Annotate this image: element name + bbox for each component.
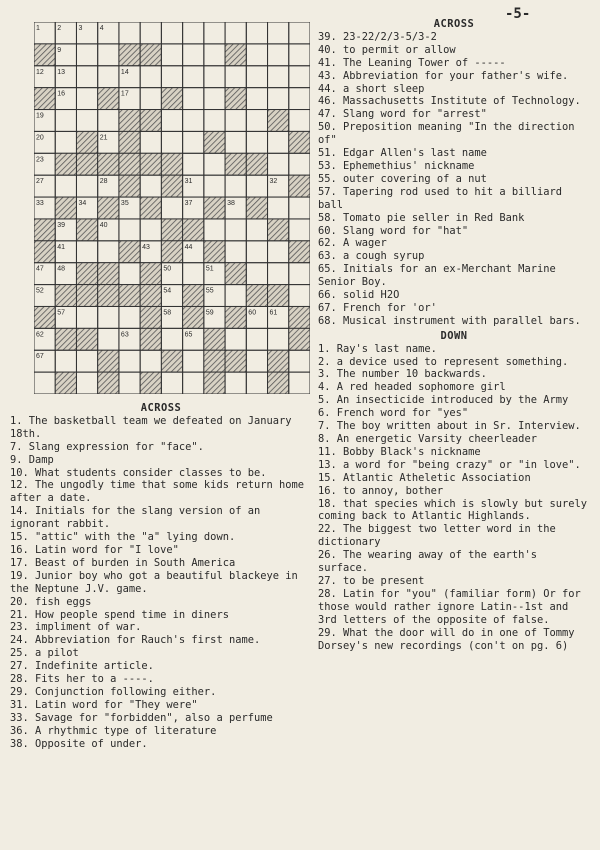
clue-item: 28. Latin for "you" (familiar form) Or for those would rather ignore Latin--1st and 3rd letters of the opposite of false.: [318, 587, 581, 626]
clue-item: 66. solid H2O: [318, 289, 400, 302]
clue-item: 22. The biggest two letter word in the dictionary: [318, 523, 556, 549]
grid-cell: [268, 66, 289, 88]
grid-cell-shaded: [204, 372, 225, 394]
clue-item: 15. Atlantic Atheletic Association: [318, 471, 531, 484]
grid-cell: [140, 66, 161, 88]
grid-cell-shaded: [161, 219, 182, 241]
grid-number: 28: [99, 178, 108, 186]
grid-cell-shaded: [76, 131, 97, 153]
grid-cell-shaded: [268, 110, 289, 132]
grid-cell: [225, 328, 246, 350]
grid-cell-shaded: [76, 219, 97, 241]
grid-cell-shaded: [183, 219, 204, 241]
clue-item: 18. that species which is slowly but surely coming back to Atlantic Highlands.: [318, 497, 587, 523]
clue-item: 44. a short sleep: [318, 82, 425, 95]
down-heading: DOWN: [440, 329, 468, 342]
grid-cell-shaded: [34, 44, 55, 66]
grid-cell-shaded: [140, 110, 161, 132]
across-clues-continued: [318, 18, 590, 652]
clue-item: 24. Abbreviation for Rauch's first name.: [10, 634, 261, 647]
grid-cell: [55, 175, 76, 197]
grid-cell-shaded: [246, 197, 267, 219]
grid-number: 40: [99, 221, 108, 229]
grid-number: 50: [163, 265, 172, 273]
grid-cell-shaded: [140, 285, 161, 307]
grid-cell: [204, 110, 225, 132]
grid-cell: [225, 285, 246, 307]
grid-cell: [183, 44, 204, 66]
grid-cell-shaded: [119, 175, 140, 197]
clue-item: 38. Opposite of under.: [10, 737, 148, 750]
clue-item: 16. to annoy, bother: [318, 484, 444, 497]
clue-item: 39. 23-22/2/3-5/3-2: [318, 30, 437, 43]
grid-cell: [76, 350, 97, 372]
grid-cell: [204, 219, 225, 241]
grid-cell: [204, 66, 225, 88]
clue-item: 7. The boy written about in Sr. Interview.: [318, 420, 581, 433]
grid-number: 16: [57, 90, 66, 98]
grid-cell: [289, 350, 310, 372]
clue-item: 20. fish eggs: [10, 595, 92, 608]
grid-cell: [183, 66, 204, 88]
grid-cell: [225, 175, 246, 197]
clue-item: 58. Tomato pie seller in Red Bank: [318, 211, 525, 224]
grid-number: 34: [78, 200, 87, 208]
grid-cell: [98, 328, 119, 350]
grid-cell-shaded: [161, 241, 182, 263]
grid-number: 52: [36, 287, 44, 295]
grid-cell-shaded: [55, 197, 76, 219]
grid-number: 44: [184, 243, 193, 251]
grid-number: 54: [163, 287, 172, 295]
grid-cell-shaded: [161, 153, 182, 175]
grid-number: 3: [78, 25, 83, 32]
grid-number: 23: [36, 156, 44, 164]
grid-cell: [76, 110, 97, 132]
clue-item: 2. a device used to represent something.: [318, 355, 569, 368]
grid-number: 59: [205, 309, 214, 317]
grid-cell: [246, 22, 267, 44]
grid-cell-shaded: [246, 285, 267, 307]
grid-cell: [98, 306, 119, 328]
clue-item: 3. The number 10 backwards.: [318, 368, 487, 381]
grid-cell-shaded: [204, 328, 225, 350]
grid-cell: [204, 175, 225, 197]
grid-cell-shaded: [289, 175, 310, 197]
grid-cell-shaded: [76, 153, 97, 175]
grid-cell: [289, 219, 310, 241]
grid-cell-shaded: [289, 328, 310, 350]
grid-cell: [183, 110, 204, 132]
grid-cell-shaded: [119, 285, 140, 307]
grid-cell: [140, 175, 161, 197]
grid-cell: [289, 263, 310, 285]
grid-cell-shaded: [289, 131, 310, 153]
clue-item: 53. Ephemethius' nickname: [318, 159, 475, 172]
grid-cell-shaded: [183, 285, 204, 307]
grid-cell: [161, 44, 182, 66]
clue-item: 55. outer covering of a nut: [318, 172, 487, 185]
grid-cell: [161, 372, 182, 394]
clue-item: 63. a cough syrup: [318, 250, 425, 263]
grid-number: 2: [57, 25, 62, 32]
clue-item: 13. a word for "being crazy" or "in love".: [318, 458, 581, 471]
grid-cell: [98, 44, 119, 66]
grid-cell-shaded: [119, 110, 140, 132]
grid-cell: [161, 328, 182, 350]
grid-cell: [76, 175, 97, 197]
grid-cell-shaded: [55, 285, 76, 307]
clue-item: 43. Abbreviation for your father's wife.: [318, 69, 569, 82]
clue-item: 8. An energetic Varsity cheerleader: [318, 433, 537, 445]
grid-cell-shaded: [161, 88, 182, 110]
grid-cell: [204, 88, 225, 110]
grid-cell: [161, 22, 182, 44]
grid-number: 33: [36, 200, 44, 208]
grid-number: 13: [57, 68, 66, 76]
clue-item: 19. Junior boy who got a beautiful blackeye in the Neptune J.V. game.: [10, 569, 298, 595]
grid-cell: [289, 66, 310, 88]
grid-cell-shaded: [161, 175, 182, 197]
crossword-grid: [34, 22, 310, 394]
grid-cell: [161, 110, 182, 132]
grid-number: 48: [57, 265, 66, 273]
grid-cell: [140, 131, 161, 153]
grid-cell: [289, 44, 310, 66]
clue-item: 36. A rhythmic type of literature: [10, 724, 217, 737]
grid-number: 60: [248, 309, 257, 317]
clue-item: 11. Bobby Black's nickname: [318, 445, 481, 458]
grid-number: 1: [36, 25, 40, 32]
clue-item: 29. Conjunction following either.: [10, 685, 217, 698]
grid-cell: [246, 44, 267, 66]
clue-item: 33. Savage for "forbidden", also a perfume: [10, 711, 273, 724]
grid-cell: [268, 22, 289, 44]
clue-item: 25. a pilot: [10, 647, 79, 660]
grid-cell: [225, 131, 246, 153]
grid-number: 58: [163, 309, 172, 317]
grid-cell: [289, 110, 310, 132]
grid-number: 67: [36, 353, 44, 361]
grid-cell: [204, 22, 225, 44]
grid-cell: [289, 285, 310, 307]
grid-cell-shaded: [204, 131, 225, 153]
grid-cell: [268, 328, 289, 350]
grid-cell-shaded: [161, 350, 182, 372]
grid-cell-shaded: [119, 241, 140, 263]
grid-number: 55: [205, 287, 214, 295]
grid-cell: [246, 110, 267, 132]
grid-cell-shaded: [140, 306, 161, 328]
grid-cell: [268, 131, 289, 153]
grid-cell: [76, 44, 97, 66]
grid-number: 41: [57, 243, 66, 251]
grid-cell: [204, 44, 225, 66]
grid-number: 63: [120, 331, 129, 339]
grid-cell-shaded: [119, 131, 140, 153]
grid-cell: [183, 263, 204, 285]
grid-cell-shaded: [204, 241, 225, 263]
grid-cell: [183, 350, 204, 372]
grid-cell: [140, 88, 161, 110]
grid-number: 31: [184, 178, 193, 186]
clue-item: 4. A red headed sophomore girl: [318, 381, 506, 394]
grid-cell-shaded: [225, 306, 246, 328]
grid-cell-shaded: [289, 241, 310, 263]
clue-item: 67. French for 'or': [318, 301, 437, 314]
grid-number: 4: [99, 25, 104, 32]
grid-cell-shaded: [268, 219, 289, 241]
grid-cell-shaded: [225, 153, 246, 175]
clue-item: 10. What students consider classes to be.: [10, 466, 267, 479]
grid-number: 39: [57, 221, 66, 229]
grid-cell-shaded: [268, 372, 289, 394]
grid-cell-shaded: [55, 372, 76, 394]
grid-cell: [161, 131, 182, 153]
grid-cell: [289, 197, 310, 219]
grid-cell: [225, 241, 246, 263]
clue-item: 16. Latin word for "I love": [10, 543, 179, 556]
grid-cell: [119, 306, 140, 328]
clue-item: 1. The basketball team we defeated on January 18th.: [10, 414, 292, 440]
grid-cell: [119, 22, 140, 44]
grid-cell: [55, 131, 76, 153]
page-number: -5-: [505, 6, 531, 22]
grid-number: 32: [269, 178, 278, 186]
grid-number: 38: [227, 200, 235, 208]
grid-cell: [268, 263, 289, 285]
grid-cell: [246, 241, 267, 263]
grid-cell: [268, 197, 289, 219]
grid-cell-shaded: [204, 197, 225, 219]
grid-cell: [76, 241, 97, 263]
grid-cell: [225, 110, 246, 132]
grid-cell: [55, 350, 76, 372]
clue-item: 68. Musical instrument with parallel bars.: [318, 314, 581, 327]
grid-cell-shaded: [225, 88, 246, 110]
grid-cell: [98, 241, 119, 263]
clue-item: 26. The wearing away of the earth's surface.: [318, 549, 537, 575]
grid-cell: [246, 263, 267, 285]
grid-cell-shaded: [98, 197, 119, 219]
grid-cell: [246, 328, 267, 350]
clue-item: 5. An insecticide introduced by the Army: [318, 394, 569, 407]
grid-cell: [225, 22, 246, 44]
clue-item: 27. to be present: [318, 574, 425, 587]
grid-cell-shaded: [140, 372, 161, 394]
grid-number: 17: [120, 90, 129, 98]
grid-number: 47: [36, 265, 44, 273]
grid-cell: [246, 88, 267, 110]
grid-cell: [183, 372, 204, 394]
grid-number: 14: [120, 68, 129, 76]
grid-number: 20: [36, 134, 44, 142]
grid-number: 19: [36, 112, 44, 120]
grid-cell: [161, 197, 182, 219]
grid-cell-shaded: [225, 44, 246, 66]
grid-cell-shaded: [289, 306, 310, 328]
grid-number: 21: [99, 134, 108, 142]
grid-cell-shaded: [76, 285, 97, 307]
grid-cell: [225, 219, 246, 241]
clue-item: 57. Tapering rod used to hit a billiard ball: [318, 185, 562, 211]
grid-cell-shaded: [76, 263, 97, 285]
grid-cell: [204, 153, 225, 175]
grid-cell-shaded: [119, 44, 140, 66]
grid-cell-shaded: [98, 350, 119, 372]
grid-cell: [98, 66, 119, 88]
grid-cell: [289, 153, 310, 175]
grid-cell-shaded: [98, 88, 119, 110]
grid-cell: [183, 88, 204, 110]
grid-cell: [183, 131, 204, 153]
grid-cell-shaded: [34, 219, 55, 241]
clue-item: 60. Slang word for "hat": [318, 224, 469, 237]
grid-cell: [76, 372, 97, 394]
grid-cell: [76, 66, 97, 88]
grid-cell: [183, 153, 204, 175]
grid-cell: [246, 131, 267, 153]
grid-cell: [246, 350, 267, 372]
grid-cell: [140, 22, 161, 44]
clue-item: 7. Slang expression for "face".: [10, 440, 204, 453]
grid-number: 65: [184, 331, 193, 339]
grid-cell: [140, 219, 161, 241]
grid-cell: [289, 372, 310, 394]
grid-number: 51: [205, 265, 214, 273]
clue-item: 50. Preposition meaning "In the direction of": [318, 121, 575, 147]
grid-number: 35: [120, 200, 129, 208]
clue-item: 21. How people spend time in diners: [10, 608, 229, 621]
grid-cell-shaded: [140, 197, 161, 219]
grid-cell: [119, 350, 140, 372]
clue-item: 1. Ray's last name.: [318, 342, 437, 355]
grid-number: 9: [57, 46, 62, 54]
grid-cell: [183, 22, 204, 44]
grid-cell: [268, 44, 289, 66]
clue-item: 40. to permit or allow: [318, 43, 456, 56]
grid-cell: [119, 219, 140, 241]
grid-cell-shaded: [246, 153, 267, 175]
grid-cell: [289, 22, 310, 44]
grid-number: 61: [269, 309, 278, 317]
grid-cell: [98, 110, 119, 132]
grid-cell: [268, 88, 289, 110]
grid-cell: [34, 372, 55, 394]
grid-cell-shaded: [34, 306, 55, 328]
clue-item: 17. Beast of burden in South America: [10, 556, 236, 569]
across-heading: ACROSS: [140, 402, 182, 414]
grid-cell-shaded: [34, 241, 55, 263]
clue-item: 27. Indefinite article.: [10, 660, 154, 673]
clue-item: 23. impliment of war.: [10, 621, 142, 634]
clue-item: 51. Edgar Allen's last name: [318, 147, 487, 160]
clue-item: 65. Initials for an ex-Merchant Marine Senior Boy.: [318, 263, 556, 289]
grid-cell: [76, 306, 97, 328]
grid-cell: [246, 66, 267, 88]
clue-item: 47. Slang word for "arrest": [318, 108, 487, 121]
grid-cell-shaded: [140, 328, 161, 350]
grid-cell: [119, 263, 140, 285]
grid-cell: [225, 372, 246, 394]
grid-cell: [246, 372, 267, 394]
grid-cell-shaded: [98, 372, 119, 394]
grid-cell-shaded: [34, 88, 55, 110]
grid-cell: [268, 153, 289, 175]
grid-cell-shaded: [140, 44, 161, 66]
grid-cell-shaded: [183, 306, 204, 328]
grid-cell-shaded: [204, 350, 225, 372]
grid-cell-shaded: [55, 328, 76, 350]
clue-item: 31. Latin word for "They were": [10, 698, 198, 711]
grid-cell-shaded: [225, 350, 246, 372]
clue-item: 6. French word for "yes": [318, 407, 469, 420]
grid-cell-shaded: [76, 328, 97, 350]
grid-number: 57: [57, 309, 66, 317]
grid-cell-shaded: [225, 263, 246, 285]
across-clues: [10, 402, 312, 750]
grid-number: 27: [36, 178, 44, 186]
clue-item: 46. Massachusetts Institute of Technology.: [318, 95, 581, 108]
grid-number: 43: [142, 243, 150, 251]
grid-cell-shaded: [268, 285, 289, 307]
grid-cell: [225, 66, 246, 88]
grid-cell-shaded: [55, 153, 76, 175]
grid-cell: [76, 88, 97, 110]
grid-cell: [268, 241, 289, 263]
grid-number: 37: [184, 200, 193, 208]
grid-cell: [140, 350, 161, 372]
grid-number: 12: [36, 68, 44, 76]
grid-cell-shaded: [140, 153, 161, 175]
grid-cell-shaded: [268, 350, 289, 372]
clue-item: 28. Fits her to a ----.: [10, 673, 154, 686]
clue-item: 62. A wager: [318, 237, 387, 250]
grid-cell-shaded: [119, 153, 140, 175]
clue-item: 14. Initials for the slang version of an ignorant rabbit.: [10, 505, 261, 531]
grid-cell-shaded: [98, 153, 119, 175]
grid-cell-shaded: [98, 285, 119, 307]
across-heading-top: ACROSS: [433, 18, 475, 30]
grid-cell: [119, 372, 140, 394]
grid-cell: [161, 66, 182, 88]
clue-item: 41. The Leaning Tower of -----: [318, 56, 506, 69]
clue-item: 15. "attic" with the "a" lying down.: [10, 531, 236, 544]
grid-cell-shaded: [140, 263, 161, 285]
grid-cell: [246, 175, 267, 197]
clue-item: 12. The ungodly time that some kids return home after a date.: [10, 479, 305, 505]
grid-number: 62: [36, 331, 44, 339]
grid-cell: [246, 219, 267, 241]
clue-item: 29. What the door will do in one of Tommy Dorsey's new recordings (con't on pg. 6): [318, 626, 575, 652]
clue-item: 9. Damp: [10, 453, 54, 466]
grid-cell-shaded: [98, 263, 119, 285]
grid-cell: [289, 88, 310, 110]
grid-cell: [55, 110, 76, 132]
